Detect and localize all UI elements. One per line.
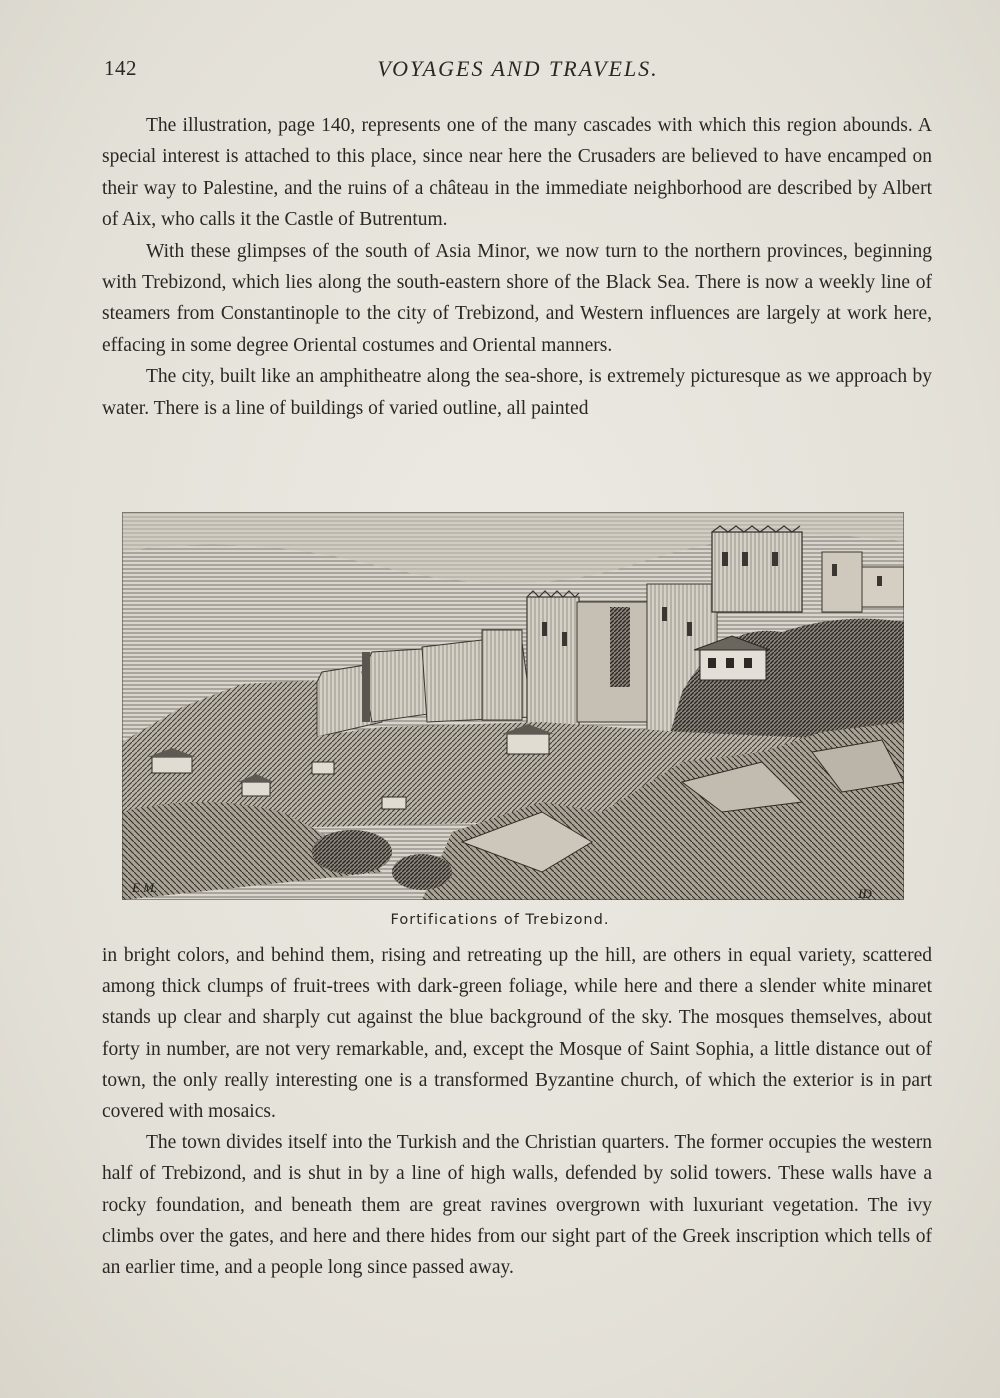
text-block-bottom (102, 940, 932, 1283)
page-header (104, 52, 932, 88)
figure-caption: Fortifications of Trebizond. (390, 912, 610, 928)
paragraph: The illustration, page 140, represents one of the many cascades with which this region abounds. A special interest is attached to this place, since near here the Crusaders are believed to have encamped on their way to Palestine, and the ruins of a château in the immediate neighborhood are described by Albert of Aix, who calls it the Castle of Butrentum. (102, 115, 932, 231)
keep-tower (712, 532, 802, 612)
paragraph: The city, built like an amphitheatre along the sea-shore, is extremely picturesque as we approach by water. There is a line of buildings of varied outline, all painted (102, 366, 932, 419)
paragraph: The town divides itself into the Turkish and the Christian quarters. The former occupies the western half of Trebizond, and is shut in by a line of high walls, defended by solid towers. These walls have a rocky foundation, and beneath them are great ravines overgrown with luxuriant vegetation. The ivy climbs over the gates, and here and there hides from our sight part of the Greek inscription which tells of an earlier time, and a people long since passed away. (102, 1132, 932, 1279)
artist-signature-left: E.M. (132, 880, 158, 895)
engraving-fortifications (122, 512, 904, 900)
fortress-tower (527, 597, 579, 727)
paragraph: With these glimpses of the south of Asia Minor, we now turn to the northern provinces, beginning with Trebizond, which lies along the south-eastern shore of the Black Sea. There is now a weekly line of steamers from Constantinople to the city of Trebizond, and Western influences are largely at work here, effacing in some degree Oriental costumes and Oriental manners. (102, 240, 932, 356)
page-number: 142 (104, 56, 137, 80)
artist-signature-right: ID (858, 886, 872, 900)
paragraph: in bright colors, and behind them, rising and retreating up the hill, are others in equal variety, scattered among thick clumps of fruit-trees with dark-green foliage, while here and there a slender white minaret stands up clear and sharply cut against the blue background of the sky. The mosques themselves, about forty in number, are not very remarkable, and, except the Mosque of Saint Sophia, a little distance out of town, the only really interesting one is a transformed Byzantine church, of which the exterior is in part covered with mosaics. (102, 945, 932, 1123)
engraving-illustration (122, 512, 904, 900)
text-block-top (102, 110, 932, 424)
running-head: VOYAGES AND TRAVELS. (377, 56, 659, 81)
